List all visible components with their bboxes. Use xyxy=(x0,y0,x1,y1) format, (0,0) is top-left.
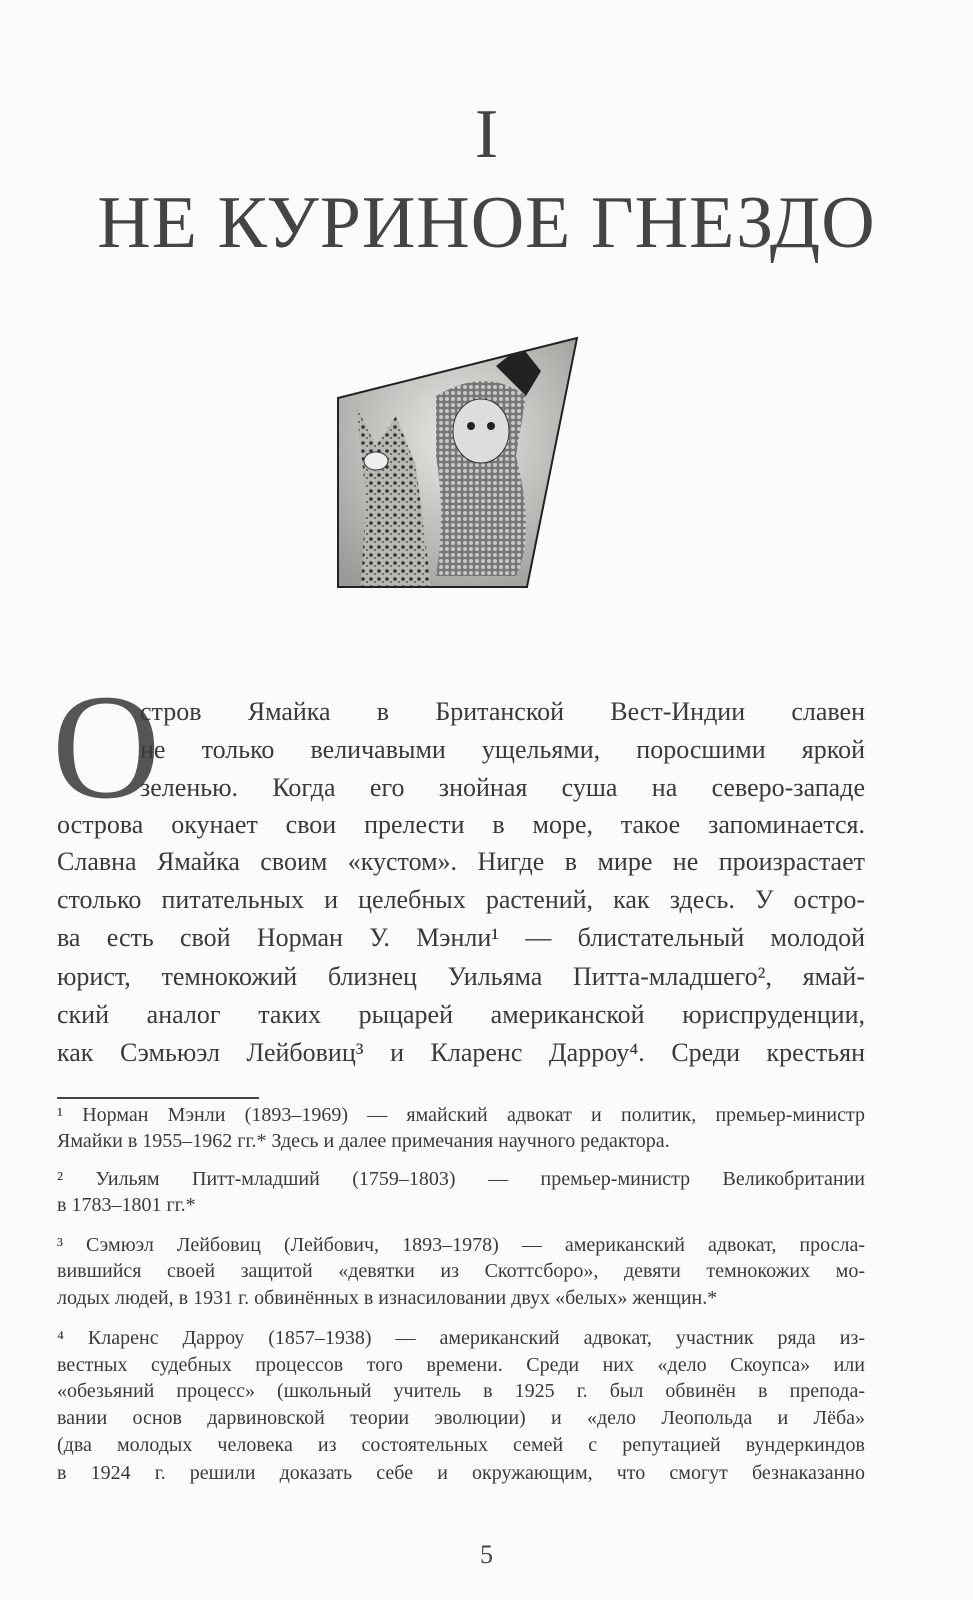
body-line: не только величавыми ущельями, поросшими яркой xyxy=(140,735,865,764)
footnote-4-line: вании основ дарвиновской теории эволюции) и «дело Леопольда и Лёба» xyxy=(57,1407,865,1429)
body-line: стров Ямайка в Британской Вест-Индии славен xyxy=(140,697,865,726)
footnote-2-line: в 1783–1801 гг.* xyxy=(57,1194,196,1216)
chapter-number: I xyxy=(474,96,499,173)
drop-cap: О xyxy=(52,664,161,830)
footnote-3-line: вившийся своей защитой «девятки из Скоттсборо», девяти темнокожих мо- xyxy=(57,1260,865,1282)
body-line: ский аналог таких рыцарей американской юриспруденции, xyxy=(57,1000,865,1029)
footnote-2-line: ² Уильям Питт-младший (1759–1803) — премьер-министр Великобритании xyxy=(57,1168,865,1190)
footnote-4-line: «обезьяний процесс» (школьный учитель в 1925 г. был обвинён в препода- xyxy=(57,1380,865,1402)
footnote-3-line: ³ Сэмюэл Лейбовиц (Лейбович, 1893–1978) — американский адвокат, просла- xyxy=(57,1234,865,1256)
footnote-3-line: лодых людей, в 1931 г. обвинённых в изнасиловании двух «белых» женщин.* xyxy=(57,1287,718,1309)
chapter-illustration-puppets xyxy=(336,336,581,592)
body-line: зеленью. Когда его знойная суша на северо-западе xyxy=(140,773,865,802)
footnote-1-line: Ямайки в 1955–1962 гг.* Здесь и далее примечания научного редактора. xyxy=(57,1130,670,1152)
body-line: столько питательных и целебных растений, как здесь. У остро- xyxy=(57,885,865,914)
chapter-title: НЕ КУРИНОЕ ГНЕЗДО xyxy=(97,182,876,264)
body-line: юрист, темнокожий близнец Уильяма Питта-младшего², ямай- xyxy=(57,962,865,991)
footnote-4-line: ⁴ Кларенс Дарроу (1857–1938) — американский адвокат, участник ряда из- xyxy=(57,1327,865,1349)
footnote-4-line: в 1924 г. решили доказать себе и окружающим, что смогут безнаказанно xyxy=(57,1462,865,1484)
page-number: 5 xyxy=(480,1540,493,1569)
footnote-divider xyxy=(57,1097,259,1099)
footnote-4-line: (два молодых человека из состоятельных семей с репутацией вундеркиндов xyxy=(57,1434,865,1456)
footnote-1-line: ¹ Норман Мэнли (1893–1969) — ямайский адвокат и политик, премьер-министр xyxy=(57,1104,865,1126)
body-line: как Сэмьюэл Лейбовиц³ и Кларенс Дарроу⁴. Среди крестьян xyxy=(57,1038,865,1067)
body-line: острова окунает свои прелести в море, такое запоминается. xyxy=(57,810,865,839)
body-line: ва есть свой Норман У. Мэнли¹ — блистательный молодой xyxy=(57,923,865,952)
footnote-4-line: вестных судебных процессов того времени. Среди них «дело Скоупса» или xyxy=(57,1354,865,1376)
body-line: Славна Ямайка своим «кустом». Нигде в мире не произрастает xyxy=(57,847,865,876)
